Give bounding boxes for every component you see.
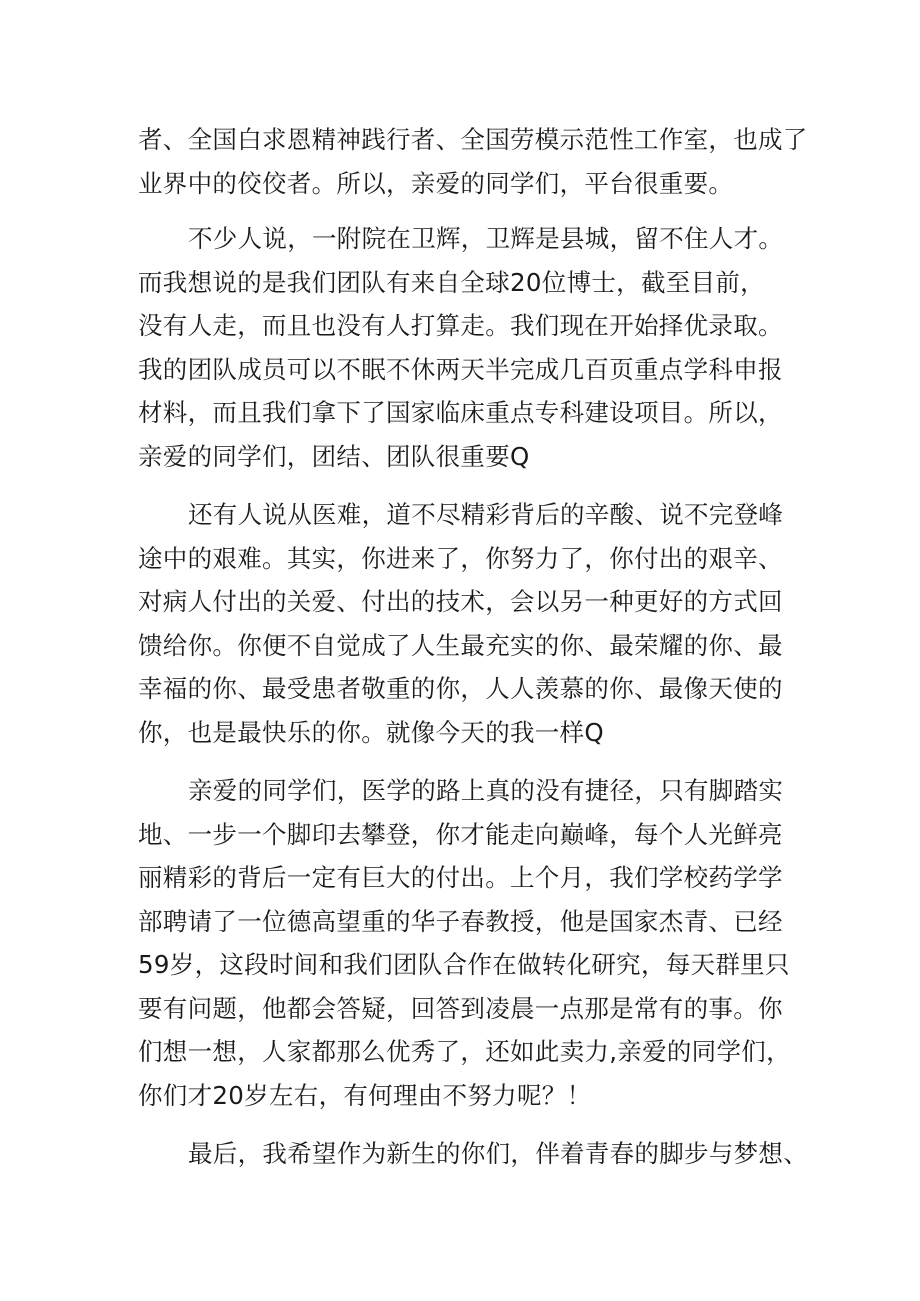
paragraph-medicine-hardship [138, 493, 828, 754]
text-line: 对病人付出的关爱、付出的技术，会以另一种更好的方式回 [138, 587, 783, 616]
text-line: 业界中的佼佼者。所以，亲爱的同学们，平台很重要。 [138, 168, 734, 198]
text-line: 最后，我希望作为新生的你们，伴着青春的脚步与梦想、 [188, 1139, 808, 1168]
text-line: 59岁，这段时间和我们团队合作在做转化研究，每天群里只 [138, 950, 790, 979]
text-line: 馈给你。你便不自觉成了人生最充实的你、最荣耀的你、最 [138, 630, 783, 660]
text-line: 要有问题，他都会答疑，回答到凌晨一点那是常有的事。你 [138, 993, 783, 1023]
text-line: 亲爱的同学们，医学的路上真的没有捷径，只有脚踏实 [188, 776, 784, 805]
text-line: 幸福的你、最受患者敬重的你，人人羡慕的你、最像天使的 [138, 674, 783, 703]
text-line: 材料，而且我们拿下了国家临床重点专科建设项目。所以， [138, 398, 783, 427]
text-line: 你们才20岁左右，有何理由不努力呢？！ [138, 1080, 592, 1110]
paragraph-platform [138, 118, 828, 205]
text-line: 者、全国白求恩精神践行者、全国劳模示范性工作室，也成了 [138, 125, 808, 154]
text-line: 没有人走，而且也没有人打算走。我们现在开始择优录取。 [138, 311, 783, 340]
text-line: 途中的艰难。其实，你进来了，你努力了，你付出的艰辛、 [138, 543, 783, 573]
text-line: 而我想说的是我们团队有来自全球20位博士，截至目前， [138, 267, 765, 297]
text-line: 丽精彩的背后一定有巨大的付出。上个月，我们学校药学学 [138, 863, 783, 892]
text-line: 不少人说，一附院在卫辉，卫辉是县城，留不住人才。 [188, 224, 784, 253]
text-line: 你，也是最快乐的你。就像今天的我一样Q [138, 717, 604, 747]
text-line: 们想一想，人家都那么优秀了，还如此卖力,亲爱的同学们， [138, 1037, 791, 1066]
text-line: 我的团队成员可以不眠不休两天半完成几百页重点学科申报 [138, 354, 783, 384]
text-line: 地、一步一个脚印去攀登，你才能走向巅峰，每个人光鲜亮 [138, 819, 783, 849]
paragraph-team [138, 217, 828, 478]
paragraph-finally [138, 1132, 828, 1176]
text-line: 还有人说从医难，道不尽精彩背后的辛酸、说不完登峰 [188, 500, 784, 529]
paragraph-no-shortcut [138, 769, 828, 1117]
text-line: 部聘请了一位德高望重的华子春教授，他是国家杰青、已经 [138, 906, 783, 936]
text-line: 亲爱的同学们，团结、团队很重要Q [138, 441, 530, 471]
